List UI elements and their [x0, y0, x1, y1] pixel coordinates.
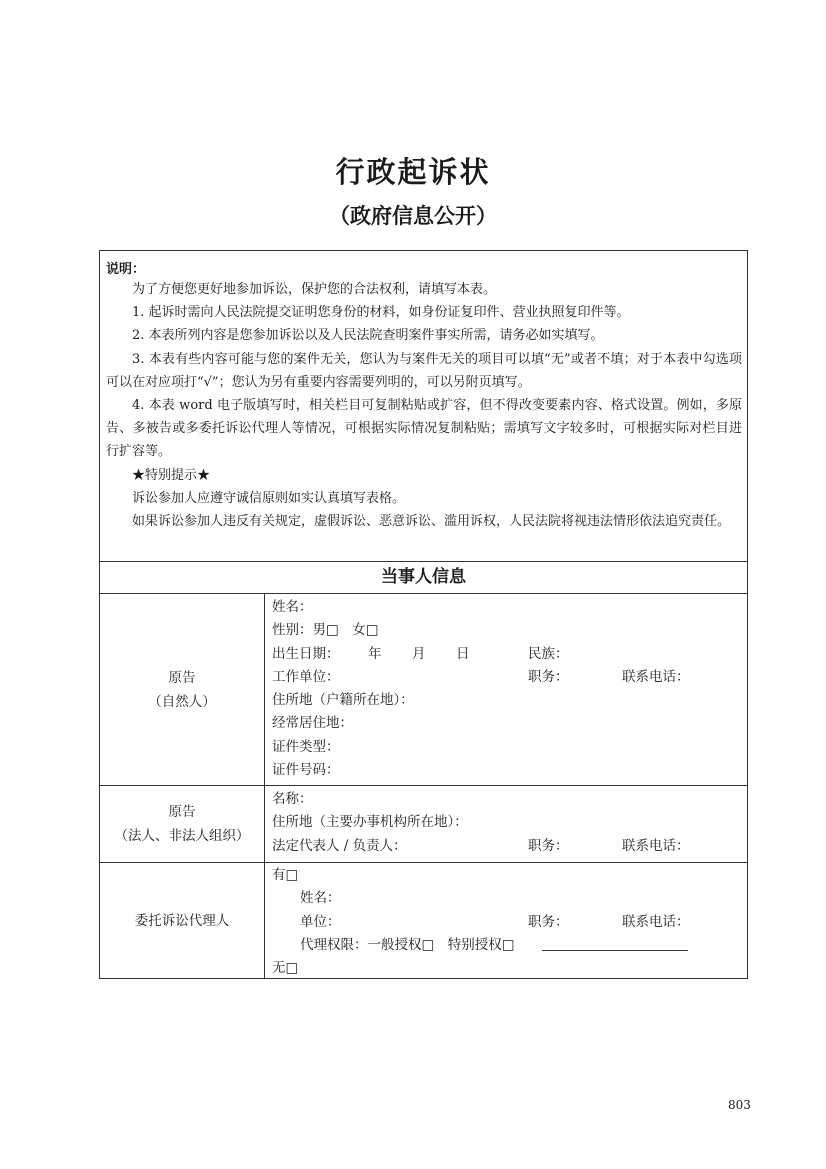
instruction-item-2: 2. 本表所列内容是您参加诉讼以及人民法院查明案件事实所需，请务必如实填写。	[132, 328, 604, 344]
org-address-field[interactable]: 住所地（主要办事机构所在地）：	[272, 814, 468, 831]
org-phone-field[interactable]: 联系电话：	[622, 837, 690, 854]
instruction-intro: 为了方便您更好地参加诉讼，保护您的合法权利，请填写本表。	[132, 282, 497, 297]
employer-field[interactable]: 工作单位：	[272, 668, 340, 685]
form-table	[99, 250, 748, 979]
instructions-body	[106, 278, 742, 533]
employer-line	[272, 666, 747, 689]
plaintiff-org-label-title: 原告	[168, 804, 196, 820]
plaintiff-natural-row	[100, 594, 747, 785]
agent-label-cell	[100, 863, 265, 978]
birth-day-label: 日	[456, 645, 470, 662]
special-notice-line-2: 如果诉讼参加人违反有关规定，虚假诉讼、恶意诉讼、滥用诉权，人民法院将视违法情形依法追究责任。	[132, 514, 731, 530]
instruction-item-1: 1. 起诉时需向人民法院提交证明您身份的材料，如身份证复印件、营业执照复印件等。	[132, 305, 630, 321]
birth-ethnicity-line	[272, 643, 747, 666]
name-field[interactable]: 姓名：	[272, 599, 313, 615]
agent-authority-field[interactable]: 代理权限：一般授权□ 特别授权□	[300, 936, 515, 953]
party-info-heading: 当事人信息	[100, 561, 747, 594]
position-field[interactable]: 职务：	[528, 668, 569, 685]
page-number: 803	[728, 1098, 751, 1112]
instruction-item-3: 3. 本表有些内容可能与您的案件无关，您认为与案件无关的项目可以填“无”或者不填；对于本表中勾选项可以在对应项打“√”；您认为另有重要内容需要列明的，可以另附页填写。	[106, 351, 742, 390]
plaintiff-natural-label-type: （自然人）	[148, 693, 216, 710]
plaintiff-org-row	[100, 785, 747, 862]
org-position-field[interactable]: 职务：	[528, 837, 569, 854]
form-title: 行政起诉状	[335, 155, 491, 189]
instructions-section	[100, 251, 747, 562]
domicile-field[interactable]: 住所地（户籍所在地）：	[272, 692, 414, 709]
birth-month-label: 月	[412, 645, 426, 662]
agent-unit-line	[272, 911, 747, 934]
agent-position-field[interactable]: 职务：	[528, 913, 569, 930]
agent-fields	[272, 864, 747, 980]
org-name-field[interactable]: 名称：	[272, 791, 313, 807]
id-type-field[interactable]: 证件类型：	[272, 738, 340, 755]
authority-blank-line[interactable]	[542, 950, 688, 951]
instruction-item-4: 4. 本表 word 电子版填写时，相关栏目可复制粘贴或扩容，但不得改变要素内容、格式设置。例如，多原告、多被告或多委托诉讼代理人等情况，可根据实际情况复制粘贴；需填写文字较多时，可根据实际对栏目进行扩容等。	[106, 398, 742, 460]
instructions-label: 说明：	[106, 262, 146, 277]
residence-field[interactable]: 经常居住地：	[272, 715, 353, 732]
id-number-field[interactable]: 证件号码：	[272, 762, 340, 779]
agent-none-checkbox[interactable]: 无□	[272, 960, 299, 977]
plaintiff-org-fields	[272, 788, 747, 858]
legal-rep-line	[272, 835, 747, 858]
ethnicity-field[interactable]: 民族：	[528, 645, 569, 662]
plaintiff-org-label-type: （法人、非法人组织）	[114, 828, 250, 844]
form-subtitle: （政府信息公开）	[329, 204, 497, 228]
plaintiff-org-label	[100, 786, 265, 862]
special-notice-line-1: 诉讼参加人应遵守诚信原则如实认真填写表格。	[132, 490, 406, 506]
birth-year-label: 年	[368, 645, 382, 662]
agent-unit-field[interactable]: 单位：	[300, 913, 341, 930]
special-notice-heading: ★特别提示★	[132, 467, 211, 483]
phone-field[interactable]: 联系电话：	[622, 668, 690, 685]
plaintiff-natural-label-title: 原告	[168, 669, 196, 686]
plaintiff-natural-label	[100, 594, 265, 785]
birth-date-field[interactable]: 出生日期：	[272, 645, 340, 662]
agent-label: 委托诉讼代理人	[134, 912, 230, 929]
agent-name-field[interactable]: 姓名：	[300, 890, 341, 907]
agent-phone-field[interactable]: 联系电话：	[622, 913, 690, 930]
plaintiff-natural-fields	[272, 596, 747, 782]
agent-authority-line	[272, 934, 747, 957]
gender-field[interactable]: 性别：男□ 女□	[272, 622, 379, 639]
legal-rep-field[interactable]: 法定代表人 / 负责人：	[272, 837, 407, 854]
agent-row	[100, 862, 747, 978]
agent-has-checkbox[interactable]: 有□	[272, 867, 299, 883]
